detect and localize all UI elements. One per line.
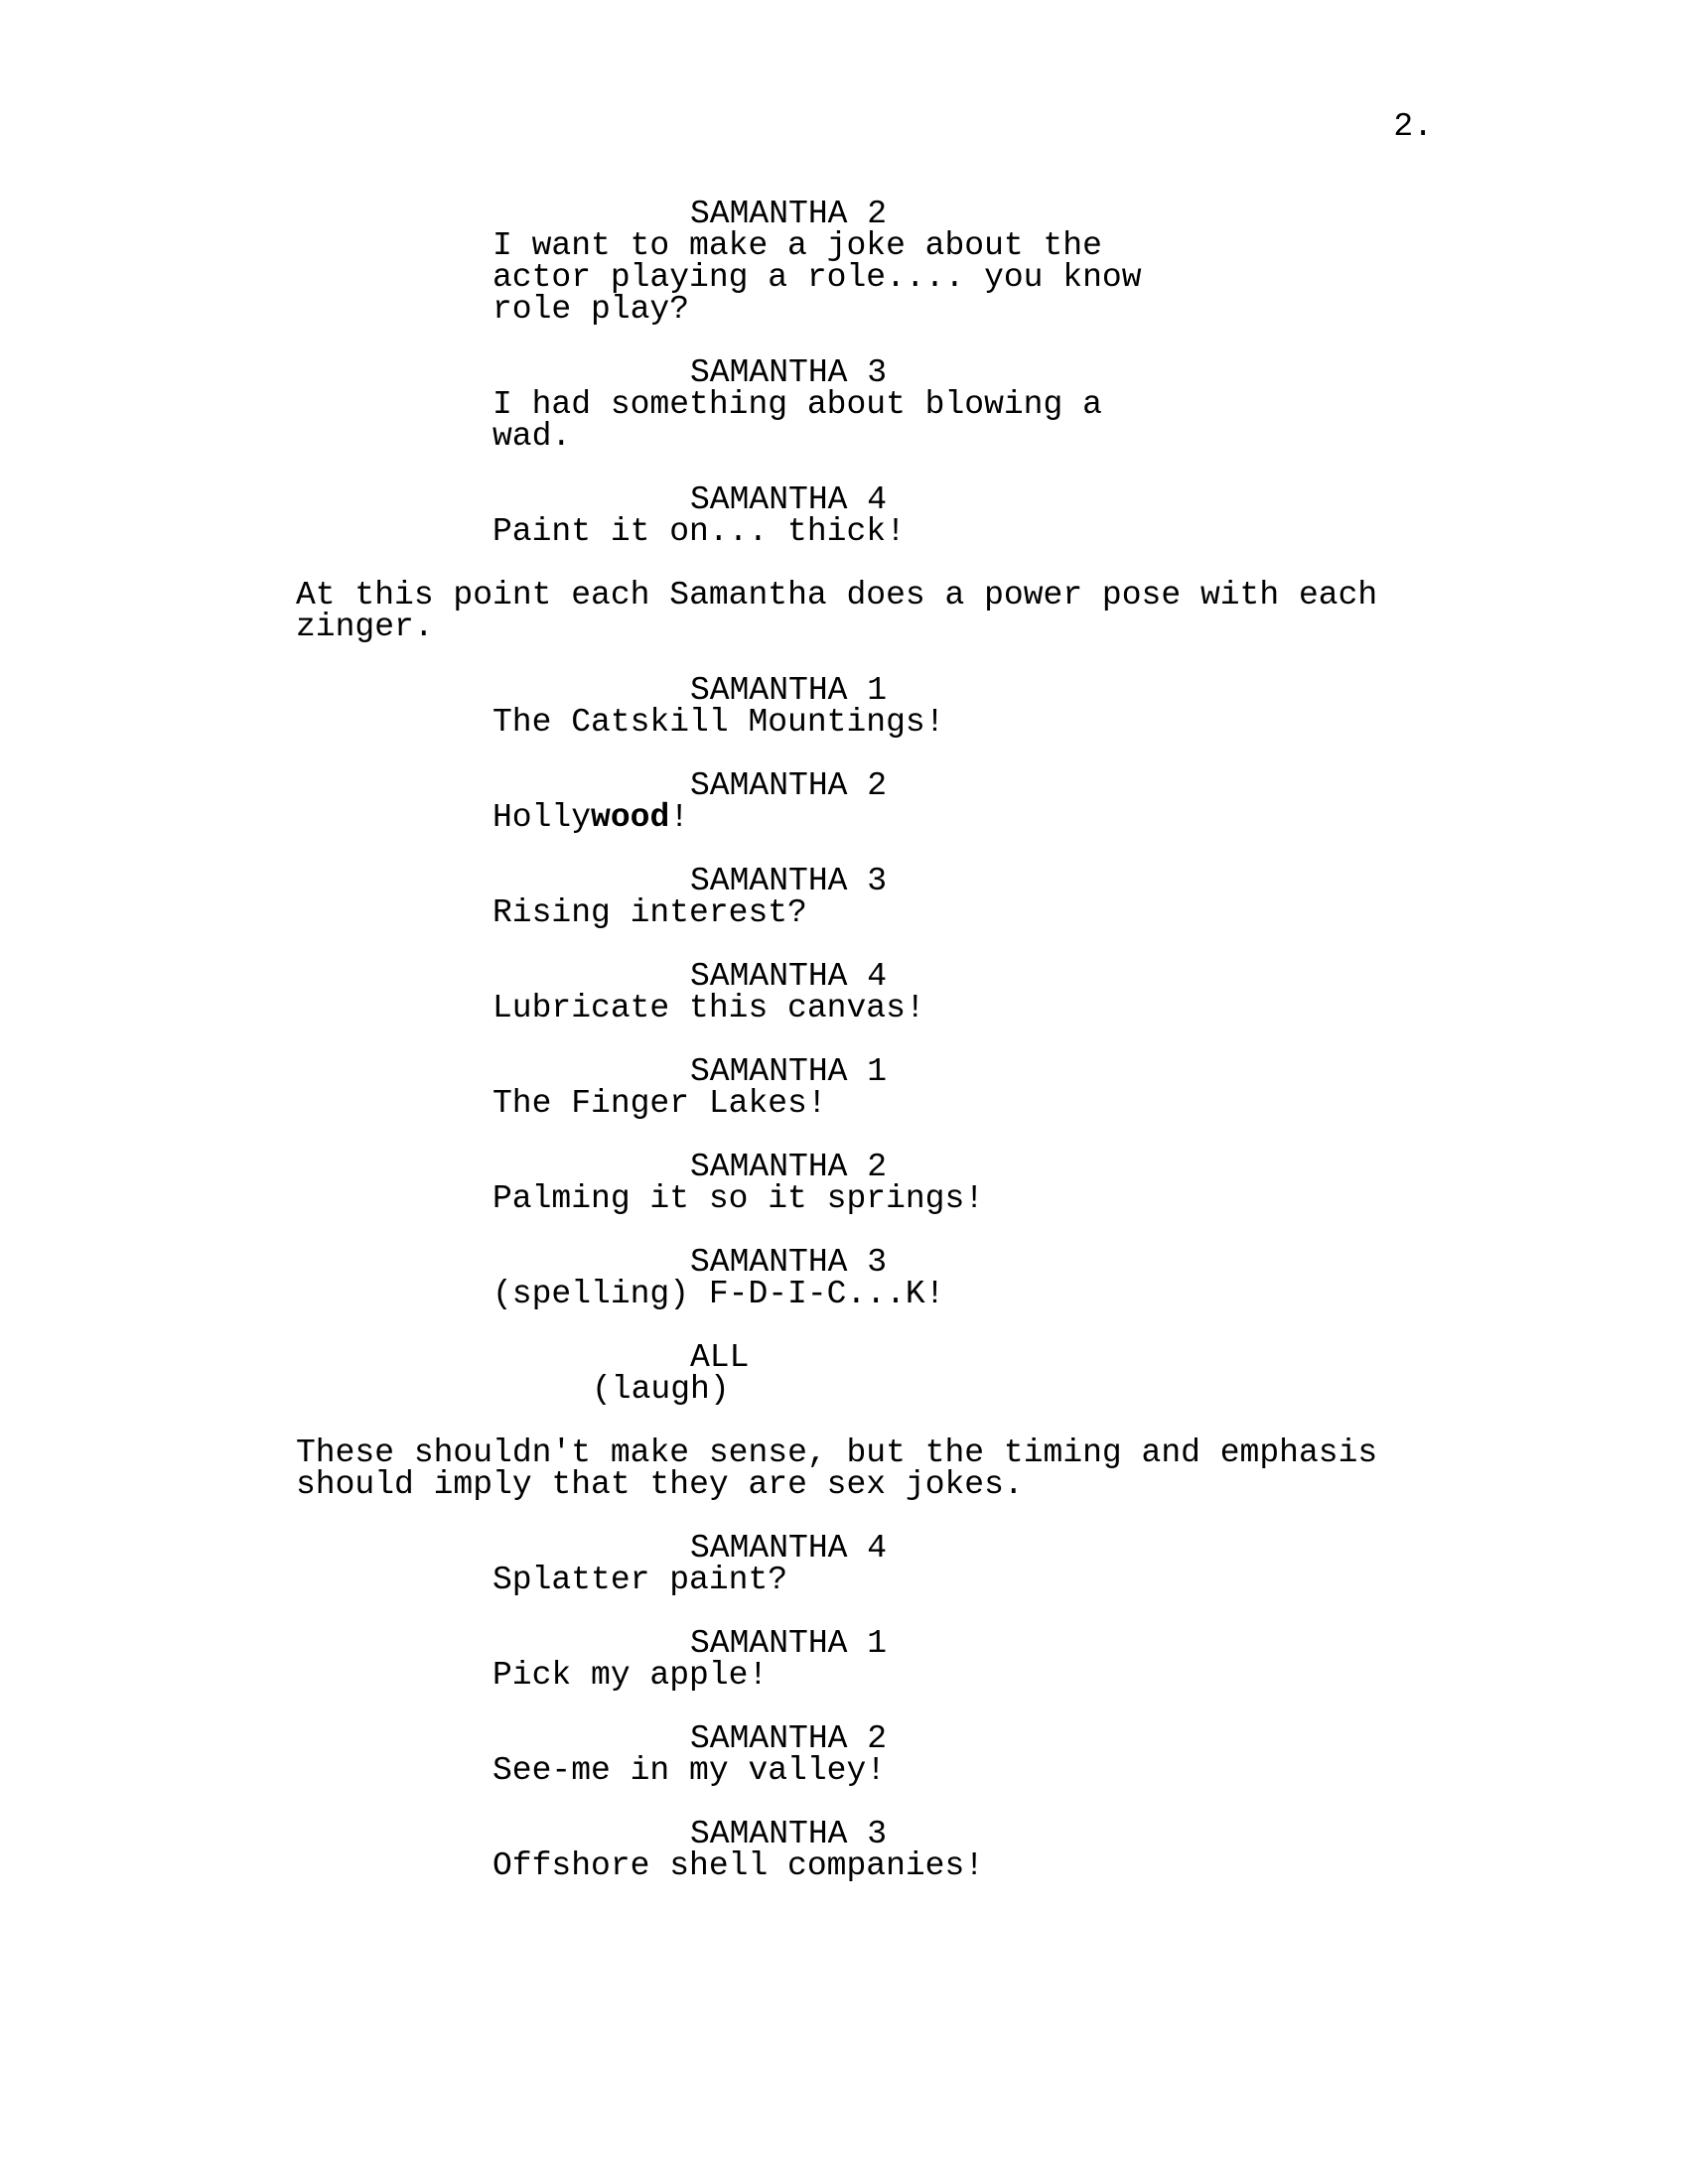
dialogue-block <box>0 354 1688 455</box>
dialogue-line: actor playing a role.... you know <box>492 259 1142 296</box>
parenthetical: (laugh) <box>592 1371 730 1408</box>
dialogue-line: Rising interest? <box>492 894 807 931</box>
character-name: SAMANTHA 3 <box>690 354 888 391</box>
dialogue-block <box>0 481 1688 550</box>
dialogue-line: I want to make a joke about the <box>492 227 1102 264</box>
dialogue-line: See-me in my valley! <box>492 1752 887 1789</box>
dialogue-line: Splatter paint? <box>492 1562 788 1598</box>
action-line: should imply that they are sex jokes. <box>296 1466 1024 1503</box>
dialogue-block <box>0 672 1688 741</box>
dialogue-block <box>0 1053 1688 1122</box>
character-name: SAMANTHA 1 <box>690 1625 888 1662</box>
character-name: SAMANTHA 2 <box>690 767 888 804</box>
script-body <box>0 196 1688 1884</box>
dialogue-block <box>0 767 1688 836</box>
dialogue-block <box>0 1339 1688 1408</box>
dialogue-line: Paint it on... thick! <box>492 513 906 550</box>
action-line: At this point each Samantha does a power pose with each <box>296 577 1378 614</box>
dialogue-line: Palming it so it springs! <box>492 1180 985 1217</box>
dialogue-block <box>0 1244 1688 1312</box>
dialogue-line: role play? <box>492 291 690 328</box>
character-name: SAMANTHA 2 <box>690 1720 888 1757</box>
character-name: SAMANTHA 4 <box>690 1530 888 1567</box>
dialogue-block <box>0 1720 1688 1789</box>
dialogue-block <box>0 1530 1688 1598</box>
dialogue-bold-text: wood <box>591 799 670 836</box>
dialogue-line: The Finger Lakes! <box>492 1085 827 1122</box>
action-block <box>0 1434 1688 1503</box>
dialogue-line <box>0 799 1688 836</box>
dialogue-text: ! <box>669 799 690 836</box>
dialogue-block <box>0 1816 1688 1884</box>
dialogue-line: Lubricate this canvas! <box>492 990 925 1026</box>
page-number: 2. <box>1393 108 1433 145</box>
dialogue-text: Holly <box>492 799 592 836</box>
dialogue-line: I had something about blowing a <box>492 386 1102 423</box>
dialogue-line: Offshore shell companies! <box>492 1847 985 1884</box>
dialogue-block <box>0 958 1688 1026</box>
dialogue-line: The Catskill Mountings! <box>492 704 945 741</box>
character-name: SAMANTHA 1 <box>690 672 888 709</box>
dialogue-block <box>0 196 1688 328</box>
character-name: SAMANTHA 2 <box>690 1149 888 1185</box>
character-name: SAMANTHA 3 <box>690 1244 888 1281</box>
dialogue-block <box>0 1625 1688 1694</box>
character-name: SAMANTHA 4 <box>690 481 888 518</box>
dialogue-block <box>0 863 1688 931</box>
character-name: SAMANTHA 3 <box>690 1816 888 1852</box>
dialogue-line: Pick my apple! <box>492 1657 769 1694</box>
character-name: SAMANTHA 3 <box>690 863 888 899</box>
dialogue-line: wad. <box>492 418 572 455</box>
character-name: ALL <box>690 1339 750 1376</box>
character-name: SAMANTHA 1 <box>690 1053 888 1090</box>
action-block <box>0 577 1688 645</box>
dialogue-line: (spelling) F-D-I-C...K! <box>492 1276 945 1312</box>
character-name: SAMANTHA 2 <box>690 196 888 232</box>
dialogue-block <box>0 1149 1688 1217</box>
character-name: SAMANTHA 4 <box>690 958 888 995</box>
action-line: These shouldn't make sense, but the timing and emphasis <box>296 1434 1378 1471</box>
action-line: zinger. <box>296 609 434 645</box>
